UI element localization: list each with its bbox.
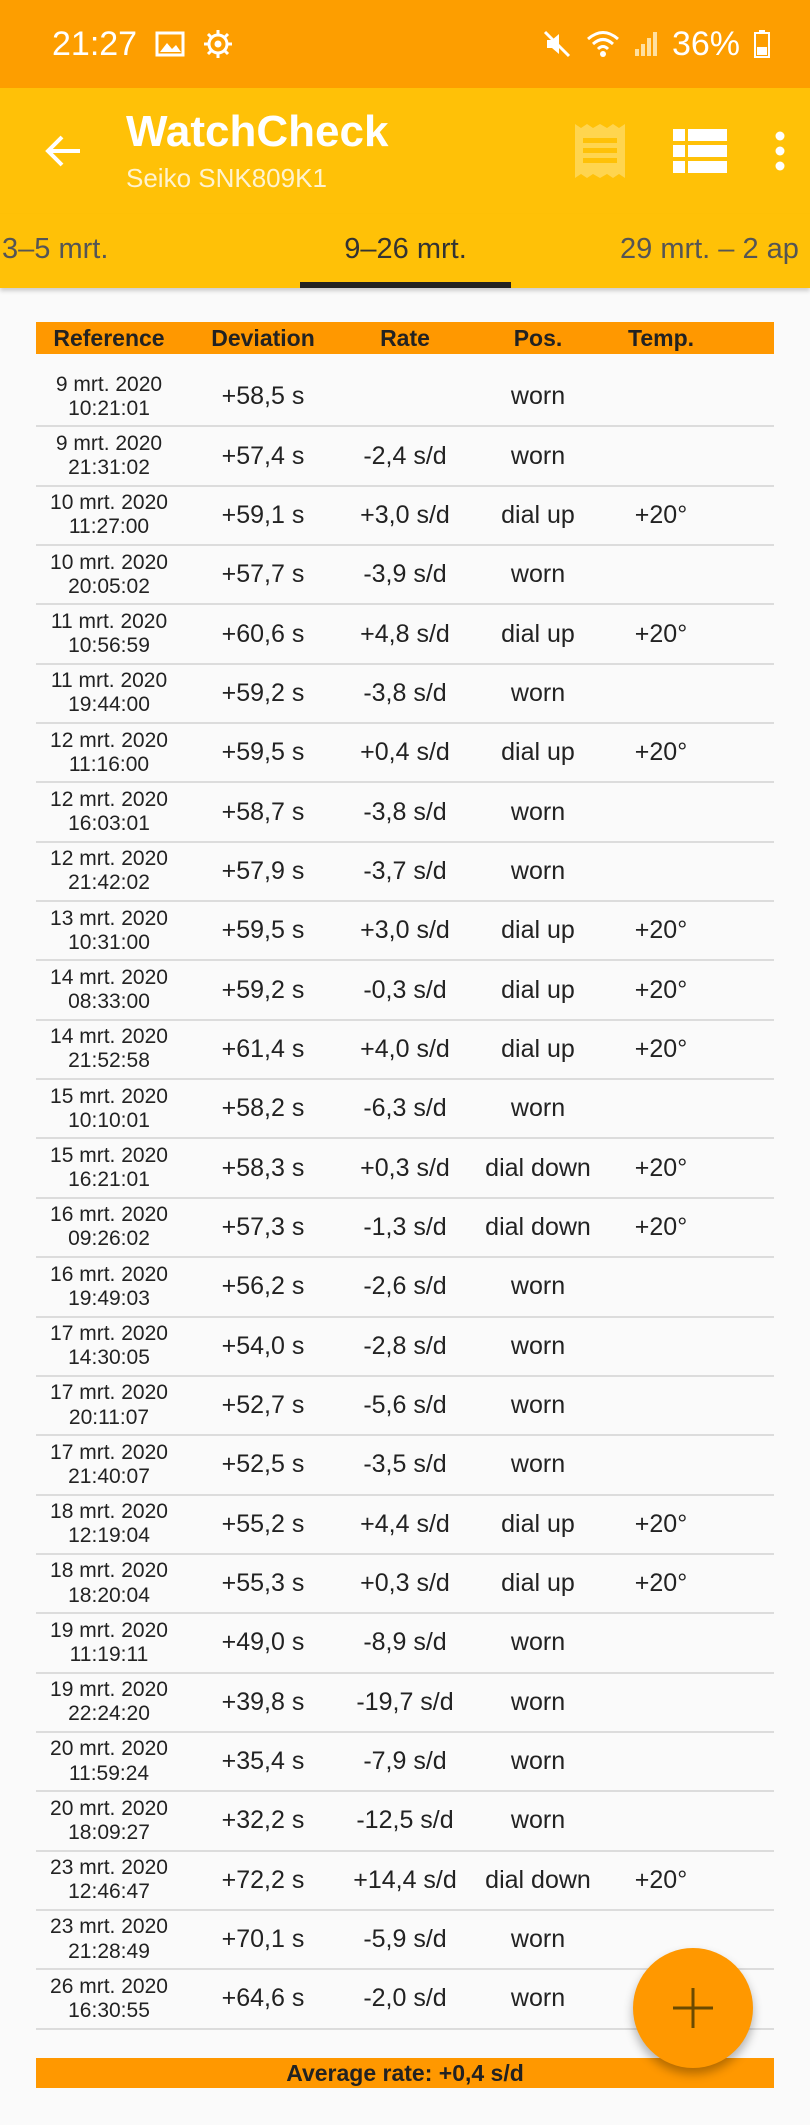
reference-time: 11:27:00	[68, 515, 150, 539]
reference-time: 10:10:01	[68, 1108, 150, 1132]
table-row[interactable]	[36, 1318, 774, 1377]
position-cell: dial up	[501, 975, 575, 1004]
table-row[interactable]	[36, 1555, 774, 1614]
table-row[interactable]	[36, 1080, 774, 1139]
reference-time: 10:56:59	[68, 634, 150, 658]
table-row[interactable]	[36, 724, 774, 783]
reference-time: 20:11:07	[68, 1405, 150, 1429]
reference-time: 21:40:07	[68, 1464, 150, 1488]
temperature-cell: +20°	[634, 1569, 688, 1598]
reference-cell	[36, 1797, 182, 1845]
wifi-icon	[586, 30, 620, 58]
deviation-cell: +52,5 s	[221, 1450, 305, 1479]
reference-date: 23 mrt. 2020	[50, 1915, 168, 1939]
deviation-cell: +64,6 s	[221, 1984, 305, 2013]
position-cell: worn	[510, 1450, 566, 1479]
rate-cell: -3,5 s/d	[363, 1450, 447, 1479]
deviation-cell: +56,2 s	[221, 1272, 305, 1301]
watch-model-subtitle: Seiko SNK809K1	[126, 162, 327, 193]
rate-cell: -19,7 s/d	[356, 1687, 454, 1716]
reference-date: 19 mrt. 2020	[50, 1678, 168, 1702]
deviation-cell: +55,3 s	[221, 1569, 305, 1598]
table-row[interactable]	[36, 1258, 774, 1317]
table-row[interactable]	[36, 1733, 774, 1792]
active-tab-indicator	[300, 282, 511, 288]
reference-date: 20 mrt. 2020	[50, 1796, 168, 1820]
reference-date: 10 mrt. 2020	[50, 491, 168, 515]
reference-cell	[36, 1085, 182, 1133]
arrow-left-icon	[44, 134, 82, 168]
status-time: 21:27	[52, 24, 138, 63]
rate-cell: +3,0 s/d	[360, 500, 450, 529]
reference-cell	[36, 966, 182, 1014]
reference-time: 16:30:55	[68, 1998, 150, 2022]
reference-date: 12 mrt. 2020	[50, 787, 168, 811]
deviation-cell: +57,4 s	[221, 441, 305, 470]
reference-time: 14:30:05	[68, 1346, 150, 1370]
reference-time: 19:49:03	[68, 1286, 150, 1310]
reference-time: 21:28:49	[68, 1939, 150, 1963]
table-row[interactable]	[36, 1199, 774, 1258]
rate-cell: +4,8 s/d	[360, 619, 450, 648]
reference-time: 12:46:47	[68, 1880, 150, 1904]
reference-date: 17 mrt. 2020	[50, 1440, 168, 1464]
reference-time: 11:19:11	[69, 1642, 149, 1666]
rate-cell: -3,8 s/d	[363, 678, 447, 707]
header-reference: Reference	[53, 324, 165, 351]
rate-cell: -2,6 s/d	[363, 1272, 447, 1301]
reference-cell	[36, 669, 182, 717]
reference-time: 16:21:01	[68, 1168, 150, 1192]
reference-date: 12 mrt. 2020	[50, 847, 168, 871]
reference-date: 18 mrt. 2020	[50, 1500, 168, 1524]
rate-cell: +4,0 s/d	[360, 1034, 450, 1063]
rate-cell: -12,5 s/d	[356, 1806, 454, 1835]
table-row[interactable]	[36, 1496, 774, 1555]
battery-percentage: 36%	[671, 24, 740, 63]
reference-cell	[36, 1381, 182, 1429]
reference-time: 21:31:02	[68, 456, 150, 480]
reference-time: 18:20:04	[68, 1583, 150, 1607]
reference-time: 21:42:02	[68, 871, 150, 895]
reference-date: 14 mrt. 2020	[50, 965, 168, 989]
reference-time: 12:19:04	[68, 1524, 150, 1548]
reference-cell	[36, 907, 182, 955]
reference-time: 22:24:20	[68, 1702, 150, 1726]
rate-cell: +0,3 s/d	[360, 1153, 450, 1182]
deviation-cell: +58,7 s	[221, 797, 305, 826]
header-temperature: Temp.	[627, 324, 695, 351]
reference-cell	[36, 1559, 182, 1607]
rate-cell: -6,3 s/d	[363, 1094, 447, 1123]
position-cell: worn	[510, 560, 566, 589]
position-cell: worn	[510, 1331, 566, 1360]
reference-date: 17 mrt. 2020	[50, 1381, 168, 1405]
deviation-cell: +57,7 s	[221, 560, 305, 589]
temperature-cell: +20°	[634, 619, 688, 648]
table-row[interactable]	[36, 1852, 774, 1911]
temperature-cell: +20°	[634, 1509, 688, 1538]
position-cell: worn	[510, 856, 566, 885]
reference-cell	[36, 1975, 182, 2023]
table-body	[36, 368, 774, 2030]
deviation-cell: +70,1 s	[221, 1925, 305, 1954]
reference-time: 19:44:00	[68, 693, 150, 717]
deviation-cell: +72,2 s	[221, 1865, 305, 1894]
rate-cell: -2,8 s/d	[363, 1331, 447, 1360]
reference-cell	[36, 788, 182, 836]
position-cell: dial up	[501, 1509, 575, 1538]
reference-date: 10 mrt. 2020	[50, 550, 168, 574]
position-cell: worn	[510, 1687, 566, 1716]
temperature-cell: +20°	[634, 1034, 688, 1063]
position-cell: worn	[510, 382, 566, 411]
reference-cell	[36, 1025, 182, 1073]
position-cell: dial up	[501, 500, 575, 529]
table-row[interactable]	[36, 1377, 774, 1436]
position-cell: worn	[510, 1747, 566, 1776]
reference-time: 20:05:02	[68, 574, 150, 598]
position-cell: worn	[510, 1094, 566, 1123]
reference-cell	[36, 1915, 182, 1963]
table-row[interactable]	[36, 902, 774, 961]
position-cell: dial down	[485, 1212, 591, 1241]
mute-icon	[542, 29, 572, 59]
header-position: Pos.	[513, 324, 563, 351]
table-row[interactable]	[36, 1674, 774, 1733]
settings-icon	[203, 29, 233, 59]
rate-cell: +14,4 s/d	[353, 1865, 457, 1894]
reference-date: 13 mrt. 2020	[50, 906, 168, 930]
rate-cell: -3,9 s/d	[363, 560, 447, 589]
reference-cell	[36, 1737, 182, 1785]
plus-icon	[671, 1986, 715, 2030]
deviation-cell: +60,6 s	[221, 619, 305, 648]
average-rate-bar: Average rate: +0,4 s/d	[36, 2058, 774, 2088]
position-cell: dial up	[501, 1569, 575, 1598]
position-cell: worn	[510, 678, 566, 707]
reference-cell	[36, 373, 182, 421]
back-button[interactable]	[0, 88, 126, 214]
position-cell: worn	[510, 1391, 566, 1420]
reference-date: 9 mrt. 2020	[55, 372, 163, 396]
header-deviation: Deviation	[211, 324, 315, 351]
battery-icon	[754, 30, 770, 58]
reference-cell	[36, 1322, 182, 1370]
table-row[interactable]	[36, 1139, 774, 1198]
position-cell: worn	[510, 441, 566, 470]
overflow-menu-button[interactable]	[750, 88, 810, 214]
overflow-menu-icon	[774, 131, 786, 171]
reference-cell	[36, 610, 182, 658]
table-row[interactable]	[36, 1021, 774, 1080]
position-cell: dial up	[501, 916, 575, 945]
status-bar	[0, 0, 810, 88]
period-tabs	[0, 214, 810, 288]
deviation-cell: +32,2 s	[221, 1806, 305, 1835]
tab-9-26-mrt[interactable]: 9–26 mrt.	[344, 232, 467, 265]
rate-cell: -3,7 s/d	[363, 856, 447, 885]
rate-cell: +0,4 s/d	[360, 738, 450, 767]
rate-cell: -5,6 s/d	[363, 1391, 447, 1420]
reference-cell	[36, 1263, 182, 1311]
table-row[interactable]	[36, 605, 774, 664]
deviation-cell: +54,0 s	[221, 1331, 305, 1360]
position-cell: dial down	[485, 1865, 591, 1894]
temperature-cell: +20°	[634, 738, 688, 767]
deviation-cell: +58,5 s	[221, 382, 305, 411]
reference-cell	[36, 1144, 182, 1192]
table-row[interactable]	[36, 665, 774, 724]
reference-date: 15 mrt. 2020	[50, 1084, 168, 1108]
reference-cell	[36, 491, 182, 539]
rate-cell: -3,8 s/d	[363, 797, 447, 826]
reference-cell	[36, 1619, 182, 1667]
deviation-cell: +59,5 s	[221, 916, 305, 945]
deviation-cell: +61,4 s	[221, 1034, 305, 1063]
table-row[interactable]	[36, 1436, 774, 1495]
reference-time: 21:52:58	[68, 1049, 150, 1073]
table-row[interactable]	[36, 843, 774, 902]
position-cell: dial up	[501, 738, 575, 767]
deviation-cell: +59,5 s	[221, 738, 305, 767]
reference-time: 10:21:01	[68, 396, 150, 420]
deviation-cell: +39,8 s	[221, 1687, 305, 1716]
position-cell: worn	[510, 1925, 566, 1954]
position-cell: worn	[510, 1806, 566, 1835]
rate-cell: +3,0 s/d	[360, 916, 450, 945]
rate-cell: -1,3 s/d	[363, 1212, 447, 1241]
deviation-cell: +55,2 s	[221, 1509, 305, 1538]
reference-date: 17 mrt. 2020	[50, 1322, 168, 1346]
reference-date: 15 mrt. 2020	[50, 1144, 168, 1167]
reference-cell	[36, 1678, 182, 1726]
table-header	[36, 322, 774, 354]
header-rate: Rate	[380, 324, 430, 351]
deviation-cell: +57,9 s	[221, 856, 305, 885]
temperature-cell: +20°	[634, 916, 688, 945]
table-row[interactable]	[36, 487, 774, 546]
list-view-button[interactable]	[650, 88, 750, 214]
position-cell: worn	[510, 1272, 566, 1301]
deviation-cell: +58,3 s	[221, 1153, 305, 1182]
position-cell: dial up	[501, 1034, 575, 1063]
reference-cell	[36, 551, 182, 599]
signal-icon	[634, 31, 658, 57]
reference-cell	[36, 1856, 182, 1904]
reference-date: 26 mrt. 2020	[50, 1974, 168, 1998]
reference-date: 19 mrt. 2020	[50, 1618, 168, 1642]
rate-cell: -2,0 s/d	[363, 1984, 447, 2013]
tab-3-5-mrt[interactable]: 3–5 mrt.	[2, 232, 109, 265]
reference-time: 18:09:27	[68, 1820, 150, 1844]
deviation-cell: +49,0 s	[221, 1628, 305, 1657]
table-row[interactable]	[36, 961, 774, 1020]
list-view-icon	[673, 129, 727, 173]
receipt-button[interactable]	[550, 88, 650, 214]
table-row[interactable]	[36, 427, 774, 486]
tab-29-mrt-2-apr[interactable]: 29 mrt. – 2 ap	[620, 232, 799, 265]
reference-date: 16 mrt. 2020	[50, 1262, 168, 1286]
deviation-cell: +59,1 s	[221, 500, 305, 529]
reference-time: 16:03:01	[68, 812, 150, 836]
position-cell: dial down	[485, 1153, 591, 1182]
table-row[interactable]	[36, 1792, 774, 1851]
reference-time: 11:59:24	[68, 1761, 150, 1785]
reference-date: 16 mrt. 2020	[50, 1203, 168, 1227]
deviation-cell: +57,3 s	[221, 1212, 305, 1241]
rate-cell: -5,9 s/d	[363, 1925, 447, 1954]
reference-cell	[36, 1441, 182, 1489]
temperature-cell: +20°	[634, 1212, 688, 1241]
temperature-cell: +20°	[634, 975, 688, 1004]
rate-cell: -2,4 s/d	[363, 441, 447, 470]
reference-time: 09:26:02	[68, 1227, 150, 1251]
reference-cell	[36, 1203, 182, 1251]
deviation-cell: +52,7 s	[221, 1391, 305, 1420]
reference-date: 18 mrt. 2020	[50, 1559, 168, 1583]
temperature-cell: +20°	[634, 1153, 688, 1182]
reference-time: 10:31:00	[68, 930, 150, 954]
reference-date: 9 mrt. 2020	[55, 431, 163, 455]
app-title: WatchCheck	[126, 107, 389, 157]
measurements-table	[36, 322, 774, 2030]
rate-cell: -0,3 s/d	[363, 975, 447, 1004]
add-measurement-button[interactable]	[633, 1948, 753, 2068]
temperature-cell: +20°	[634, 1865, 688, 1894]
image-icon	[155, 31, 185, 57]
reference-time: 11:16:00	[68, 752, 150, 776]
table-row[interactable]	[36, 546, 774, 605]
reference-cell	[36, 847, 182, 895]
reference-date: 12 mrt. 2020	[50, 728, 168, 752]
position-cell: worn	[510, 1628, 566, 1657]
position-cell: dial up	[501, 619, 575, 648]
reference-date: 11 mrt. 2020	[50, 669, 168, 693]
table-row[interactable]	[36, 368, 774, 427]
deviation-cell: +59,2 s	[221, 975, 305, 1004]
deviation-cell: +35,4 s	[221, 1747, 305, 1776]
table-row[interactable]	[36, 1614, 774, 1673]
position-cell: worn	[510, 1984, 566, 2013]
reference-date: 11 mrt. 2020	[50, 609, 168, 633]
app-bar	[0, 88, 810, 214]
deviation-cell: +59,2 s	[221, 678, 305, 707]
reference-time: 08:33:00	[68, 990, 150, 1014]
rate-cell: -8,9 s/d	[363, 1628, 447, 1657]
deviation-cell: +58,2 s	[221, 1094, 305, 1123]
reference-cell	[36, 1500, 182, 1548]
rate-cell: +0,3 s/d	[360, 1569, 450, 1598]
rate-cell: -7,9 s/d	[363, 1747, 447, 1776]
reference-cell	[36, 729, 182, 777]
temperature-cell: +20°	[634, 500, 688, 529]
table-row[interactable]	[36, 783, 774, 842]
rate-cell: +4,4 s/d	[360, 1509, 450, 1538]
reference-date: 23 mrt. 2020	[50, 1856, 168, 1880]
reference-date: 20 mrt. 2020	[50, 1737, 168, 1761]
reference-cell	[36, 432, 182, 480]
receipt-icon	[573, 122, 627, 180]
reference-date: 14 mrt. 2020	[50, 1025, 168, 1049]
position-cell: worn	[510, 797, 566, 826]
